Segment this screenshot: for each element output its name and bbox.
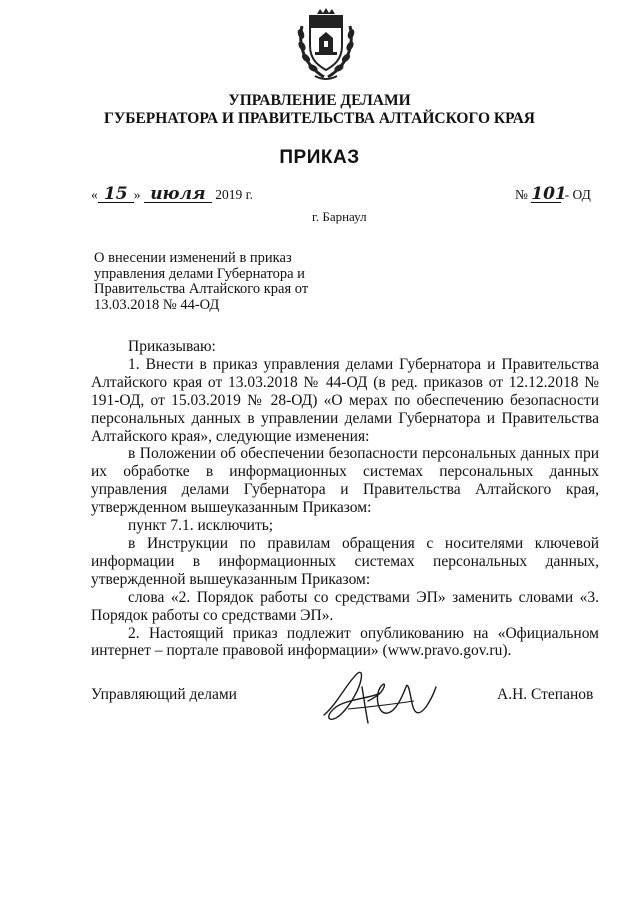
subject-line: 13.03.2018 № 44-ОД — [94, 296, 220, 313]
handwritten-number: 101 — [531, 184, 567, 204]
city-label: г. Барнаул — [312, 209, 367, 224]
subject-line: О внесении изменений в приказ — [94, 250, 292, 266]
handwritten-day: 15 — [98, 187, 134, 203]
signer-position: Управляющий делами — [91, 686, 237, 703]
body-paragraph: слова «2. Порядок работы со средствами ЭП» заменить словами «3. Порядок работы со средствами ЭП». — [91, 588, 599, 624]
body-paragraph: пункт 7.1. исключить; — [128, 517, 274, 535]
organization-name-line2: ГУБЕРНАТОРА И ПРАВИТЕЛЬСТВА АЛТАЙСКОГО КРАЯ — [103, 110, 535, 127]
subject-line: Правительства Алтайского края от — [94, 281, 309, 297]
date-quote-close: » — [133, 187, 141, 202]
body-paragraph: 2. Настоящий приказ подлежит опубликованию на «Официальном интернет – портале правовой информации» (www.pravo.gov.ru). — [91, 624, 599, 660]
handwritten-signature — [318, 663, 438, 733]
handwritten-month: июля — [144, 187, 212, 203]
number-sign: № — [515, 187, 528, 202]
subject-line: управления делами Губернатора и — [94, 265, 305, 282]
number-suffix: - ОД — [564, 187, 591, 202]
body-paragraph: 1. Внести в приказ управления делами Губернатора и Правительства Алтайского края от 13.03.2018 № 44-ОД (в ред. приказов от 12.12.2018 № 191-ОД, от 15.03.2019 № 28-ОД) «О мерах по обеспечению безопасности персональных данных в управлении делами Губернатора и Правительства Алтайского края», следующие изменения: — [91, 355, 599, 445]
organization-name-line1: УПРАВЛЕНИЕ ДЕЛАМИ — [228, 92, 411, 109]
date-quote-open: « — [91, 187, 98, 202]
signer-name: А.Н. Степанов — [497, 686, 594, 703]
order-date — [91, 184, 254, 204]
order-body — [91, 338, 599, 660]
document-type-title: ПРИКАЗ — [279, 147, 360, 168]
coat-of-arms-emblem — [293, 6, 359, 82]
body-paragraph: в Инструкции по правилам обращения с носителями ключевой информации в информационных системах персональных данных, утвержденной вышеуказанным Приказом: — [91, 534, 599, 588]
order-number — [515, 184, 591, 204]
date-year: 2019 г. — [215, 187, 254, 202]
body-paragraph: Приказываю: — [128, 338, 216, 355]
order-subject — [94, 251, 329, 313]
body-paragraph: в Положении об обеспечении безопасности персональных данных при их обработке в информационных системах персональных данных управления делами Губернатора и Правительства Алтайского края, утвержденном вышеуказанным Приказом: — [91, 445, 599, 517]
